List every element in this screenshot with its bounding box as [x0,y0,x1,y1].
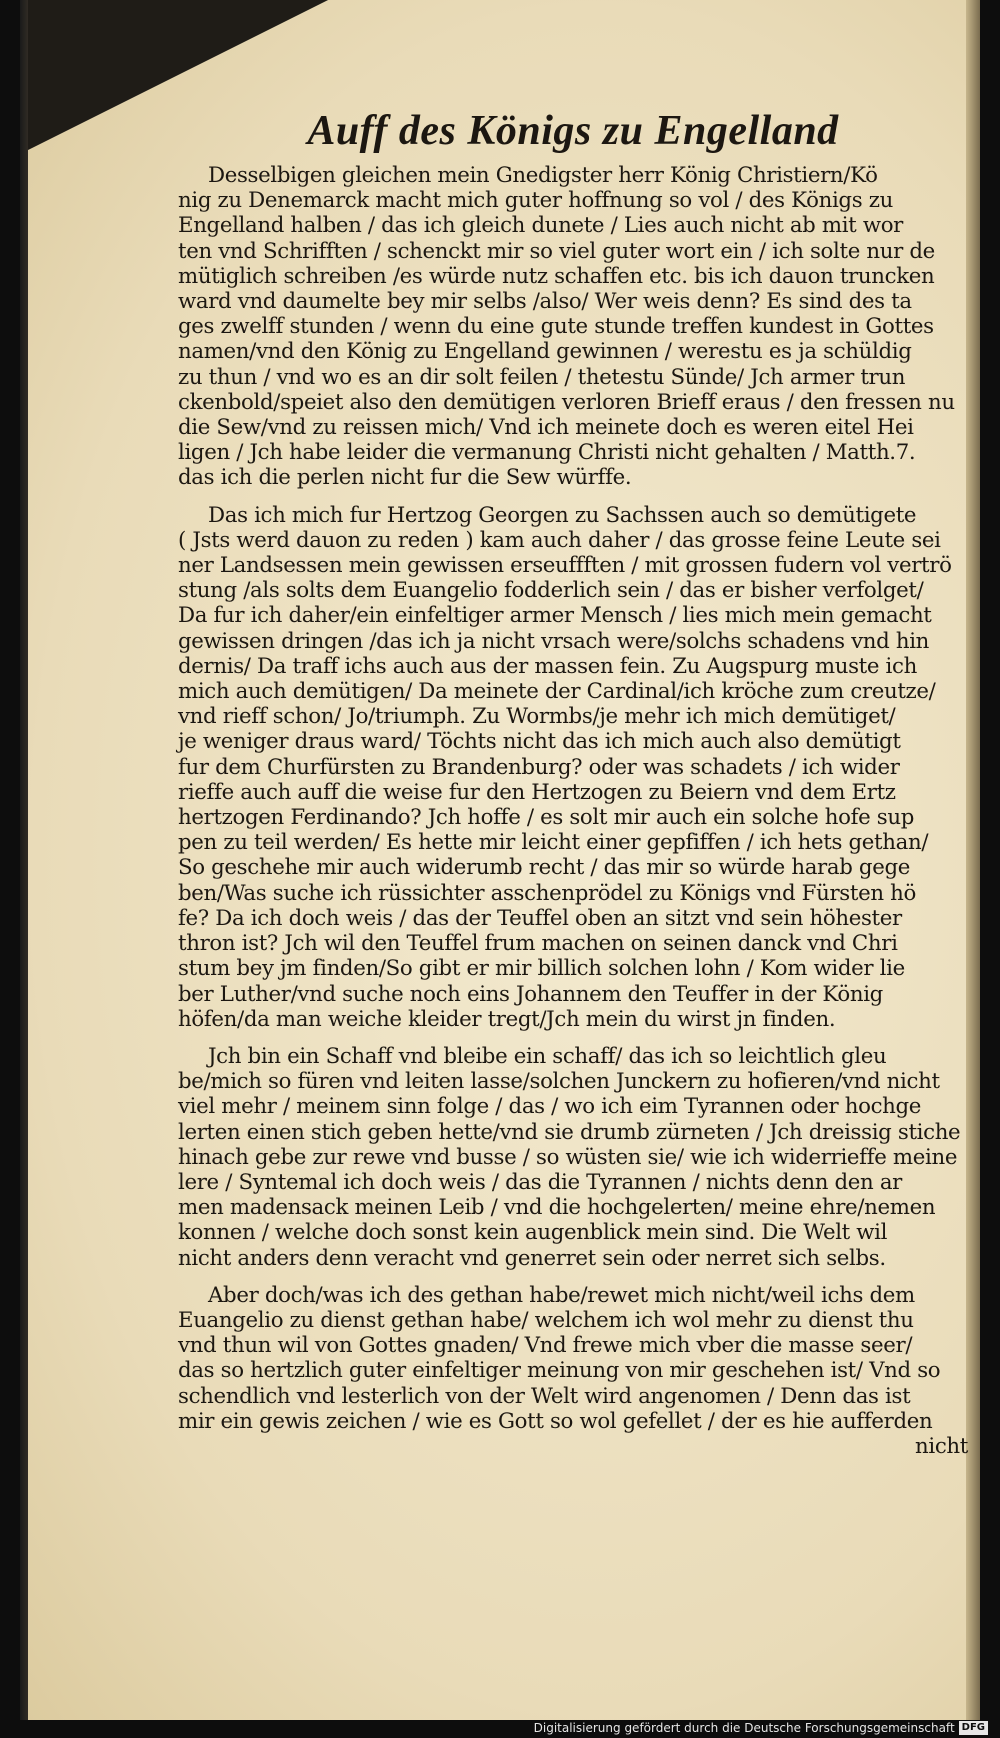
paragraph [178,503,968,1032]
text-line: das ich die perlen nicht fur die Sew würffe. [178,465,632,491]
text-line: fe? Da ich doch weis / das der Teuffel oben an sitzt vnd sein höhester [178,905,902,931]
text-line: Desselbigen gleichen mein Gnedigster herr König Christiern/Kö [208,163,878,188]
text-line: je weniger draus ward/ Töchts nicht das ich mich auch also demütigt [178,729,901,755]
catchword: nicht [915,1433,968,1459]
text-line: ten vnd Schrifften / schenckt mir so viel guter wort ein / ich solte nur de [178,238,935,264]
text-line: Jch bin ein Schaff vnd bleibe ein schaff/ das ich so leichtlich gleu [208,1043,887,1069]
text-line: pen zu teil werden/ Es hette mir leicht einer gepfiffen / ich hets gethan/ [178,830,929,856]
text-line: rieffe auch auff die weise fur den Hertzogen zu Beiern vnd dem Ertz [178,779,896,805]
text-line: ( Jsts werd dauon zu reden ) kam auch daher / das grosse feine Leute sei [178,527,941,553]
text-line: dernis/ Da traff ichs auch aus der massen fein. Zu Augspurg muste ich [178,653,917,679]
text-line: ben/Was suche ich rüssichter asschenprödel zu Königs vnd Fürsten hö [178,880,916,906]
text-line: mich auch demütigen/ Da meinete der Cardinal/ich kröche zum creutze/ [178,679,936,705]
paragraph [178,1283,968,1459]
text-line: ner Landsessen mein gewissen erseuffften / mit grossen fudern vol vertrö [178,553,952,579]
text-line: thron ist? Jch wil den Teuffel frum machen on seinen danck vnd Chri [178,931,898,957]
dfg-logo: DFG [959,1721,988,1735]
text-line: Aber doch/was ich des gethan habe/rewet mich nicht/weil ichs dem [208,1282,915,1308]
text-line: be/mich so füren vnd leiten lasse/solchen Junckern zu hofieren/vnd nicht [178,1069,940,1095]
text-line: Engelland halben / das ich gleich dunete / Lies auch nicht ab mit wor [178,213,903,239]
text-line: ckenbold/speiet also den demütigen verloren Brieff eraus / den fressen nu [178,389,955,415]
text-line: lere / Syntemal ich doch weis / das die Tyrannen / nichts denn den ar [178,1169,903,1195]
text-line: mir ein gewis zeichen / wie es Gott so wol gefellet / der es hie aufferden [178,1408,933,1434]
text-line: hinach gebe zur rewe vnd busse / so wüsten sie/ wie ich widerrieffe meine [178,1144,958,1170]
text-line: ges zwelff stunden / wenn du eine gute stunde treffen kundest in Gottes [178,314,934,340]
text-line: stung /als solts dem Euangelio fodderlich sein / das er bisher verfolget/ [178,578,924,604]
text-line: ward vnd daumelte bey mir selbs /also/ Wer weis denn? Es sind des ta [178,289,912,315]
text-line: mütiglich schreiben /es würde nutz schaffen etc. bis ich dauon truncken [178,263,935,289]
body-text [178,163,968,1459]
text-line: Euangelio zu dienst gethan habe/ welchem ich wol mehr zu dienst thu [178,1307,914,1333]
text-line: konnen / welche doch sonst kein augenblick mein sind. Die Welt wil [178,1220,888,1246]
page-heading: Auff des Königs zu Engelland [307,108,839,154]
text-line: men madensack meinen Leib / vnd die hochgelerten/ meine ehre/nemen [178,1195,936,1221]
paragraph [178,163,968,491]
credit-text: Digitalisierung gefördert durch die Deutsche Forschungsgemeinschaft [533,1721,955,1735]
page-gutter [966,0,980,1720]
text-line: viel mehr / meinem sinn folge / das / wo ich eim Tyrannen oder hochge [178,1094,922,1120]
text-line: nicht anders denn veracht vnd generret sein oder nerret sich selbs. [178,1245,886,1271]
text-line: das so hertzlich guter einfeltiger meinung von mir geschehen ist/ Vnd so [178,1358,941,1384]
text-line: namen/vnd den König zu Engelland gewinnen / werestu es ja schüldig [178,339,912,365]
text-line: ligen / Jch habe leider die vermanung Christi nicht gehalten / Matth.7. [178,440,916,466]
text-line: vnd rieff schon/ Jo/triumph. Zu Wormbs/je mehr ich mich demütiget/ [178,704,896,730]
text-line: fur dem Churfürsten zu Brandenburg? oder was schadets / ich wider [178,754,900,780]
text-line: Da fur ich daher/ein einfeltiger armer Mensch / lies mich mein gemacht [178,603,932,629]
text-line: schendlich vnd lesterlich von der Welt wird angenomen / Denn das ist [178,1383,911,1409]
text-line: ber Luther/vnd suche noch eins Johannem den Teuffer in der König [178,981,883,1007]
text-line: vnd thun wil von Gottes gnaden/ Vnd frewe mich vber die masse seer/ [178,1333,913,1359]
text-line: Das ich mich fur Hertzog Georgen zu Sachssen auch so demütigete [208,502,917,528]
text-line: stum bey jm finden/So gibt er mir billich solchen lohn / Kom wider lie [178,956,905,982]
paragraph [178,1044,968,1271]
text-line: höfen/da man weiche kleider tregt/Jch mein du wirst jn finden. [178,1006,836,1032]
text-line: nig zu Denemarck macht mich guter hoffnung so vol / des Königs zu [178,188,893,214]
text-line: So geschehe mir auch widerumb recht / das mir so würde harab gege [178,855,910,881]
text-line: die Sew/vnd zu reissen mich/ Vnd ich meinete doch es weren eitel Hei [178,415,914,441]
text-block [178,105,968,1471]
text-line: zu thun / vnd wo es an dir solt feilen / thetestu Sünde/ Jch armer trun [178,364,906,390]
text-line: hertzogen Ferdinando? Jch hoffe / es solt mir auch ein solche hofe sup [178,805,915,831]
digitization-credit [534,1720,988,1736]
text-line: gewissen dringen /das ich ja nicht vrsach were/solchs schadens vnd hin [178,628,930,654]
text-line: lerten einen stich geben hette/vnd sie drumb zürneten / Jch dreissig stiche [178,1119,961,1145]
